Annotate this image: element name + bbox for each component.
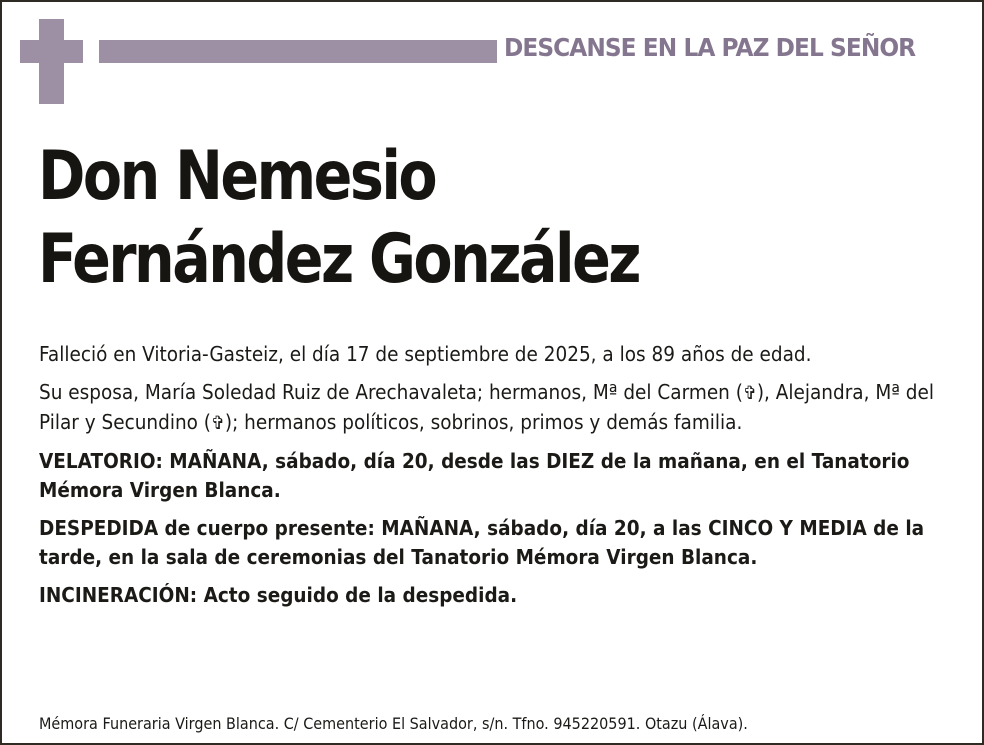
name-line-1: Don Nemesio [38,137,436,216]
notice-body [39,340,969,619]
death-notice: Falleció en Vitoria-Gasteiz, el día 17 de septiembre de 2025, a los 89 años de edad. [39,342,812,366]
despedida-info: DESPEDIDA de cuerpo presente: MAÑANA, sábado, día 20, a las CINCO Y MEDIA de la tarde, en la sala de ceremonias del Tanatorio Mémora Virgen Blanca. [39,516,925,569]
name-line-2: Fernández González [38,220,640,299]
deceased-name [38,135,639,301]
header-rule [99,40,497,63]
cross-icon: ✞ [742,383,757,404]
incineracion-info: INCINERACIÓN: Acto seguido de la despedida. [39,583,518,607]
cross-icon: ✞ [210,413,225,434]
family-list: Su esposa, María Soledad Ruiz de Arechavaleta; hermanos, Mª del Carmen (✞), Alejandra, Mª del Pilar y Secundino (✞); hermanos políticos, sobrinos, primos y demás familia. [39,380,935,434]
velatorio-info: VELATORIO: MAÑANA, sábado, día 20, desde las DIEZ de la mañana, en el Tanatorio Mémora Virgen Blanca. [39,449,910,502]
cross-icon-arm [20,40,83,63]
funeral-home-footer: Mémora Funeraria Virgen Blanca. C/ Cementerio El Salvador, s/n. Tfno. 945220591. Otazu (Álava). [39,714,748,733]
header-tagline: DESCANSE EN LA PAZ DEL SEÑOR [504,33,916,62]
